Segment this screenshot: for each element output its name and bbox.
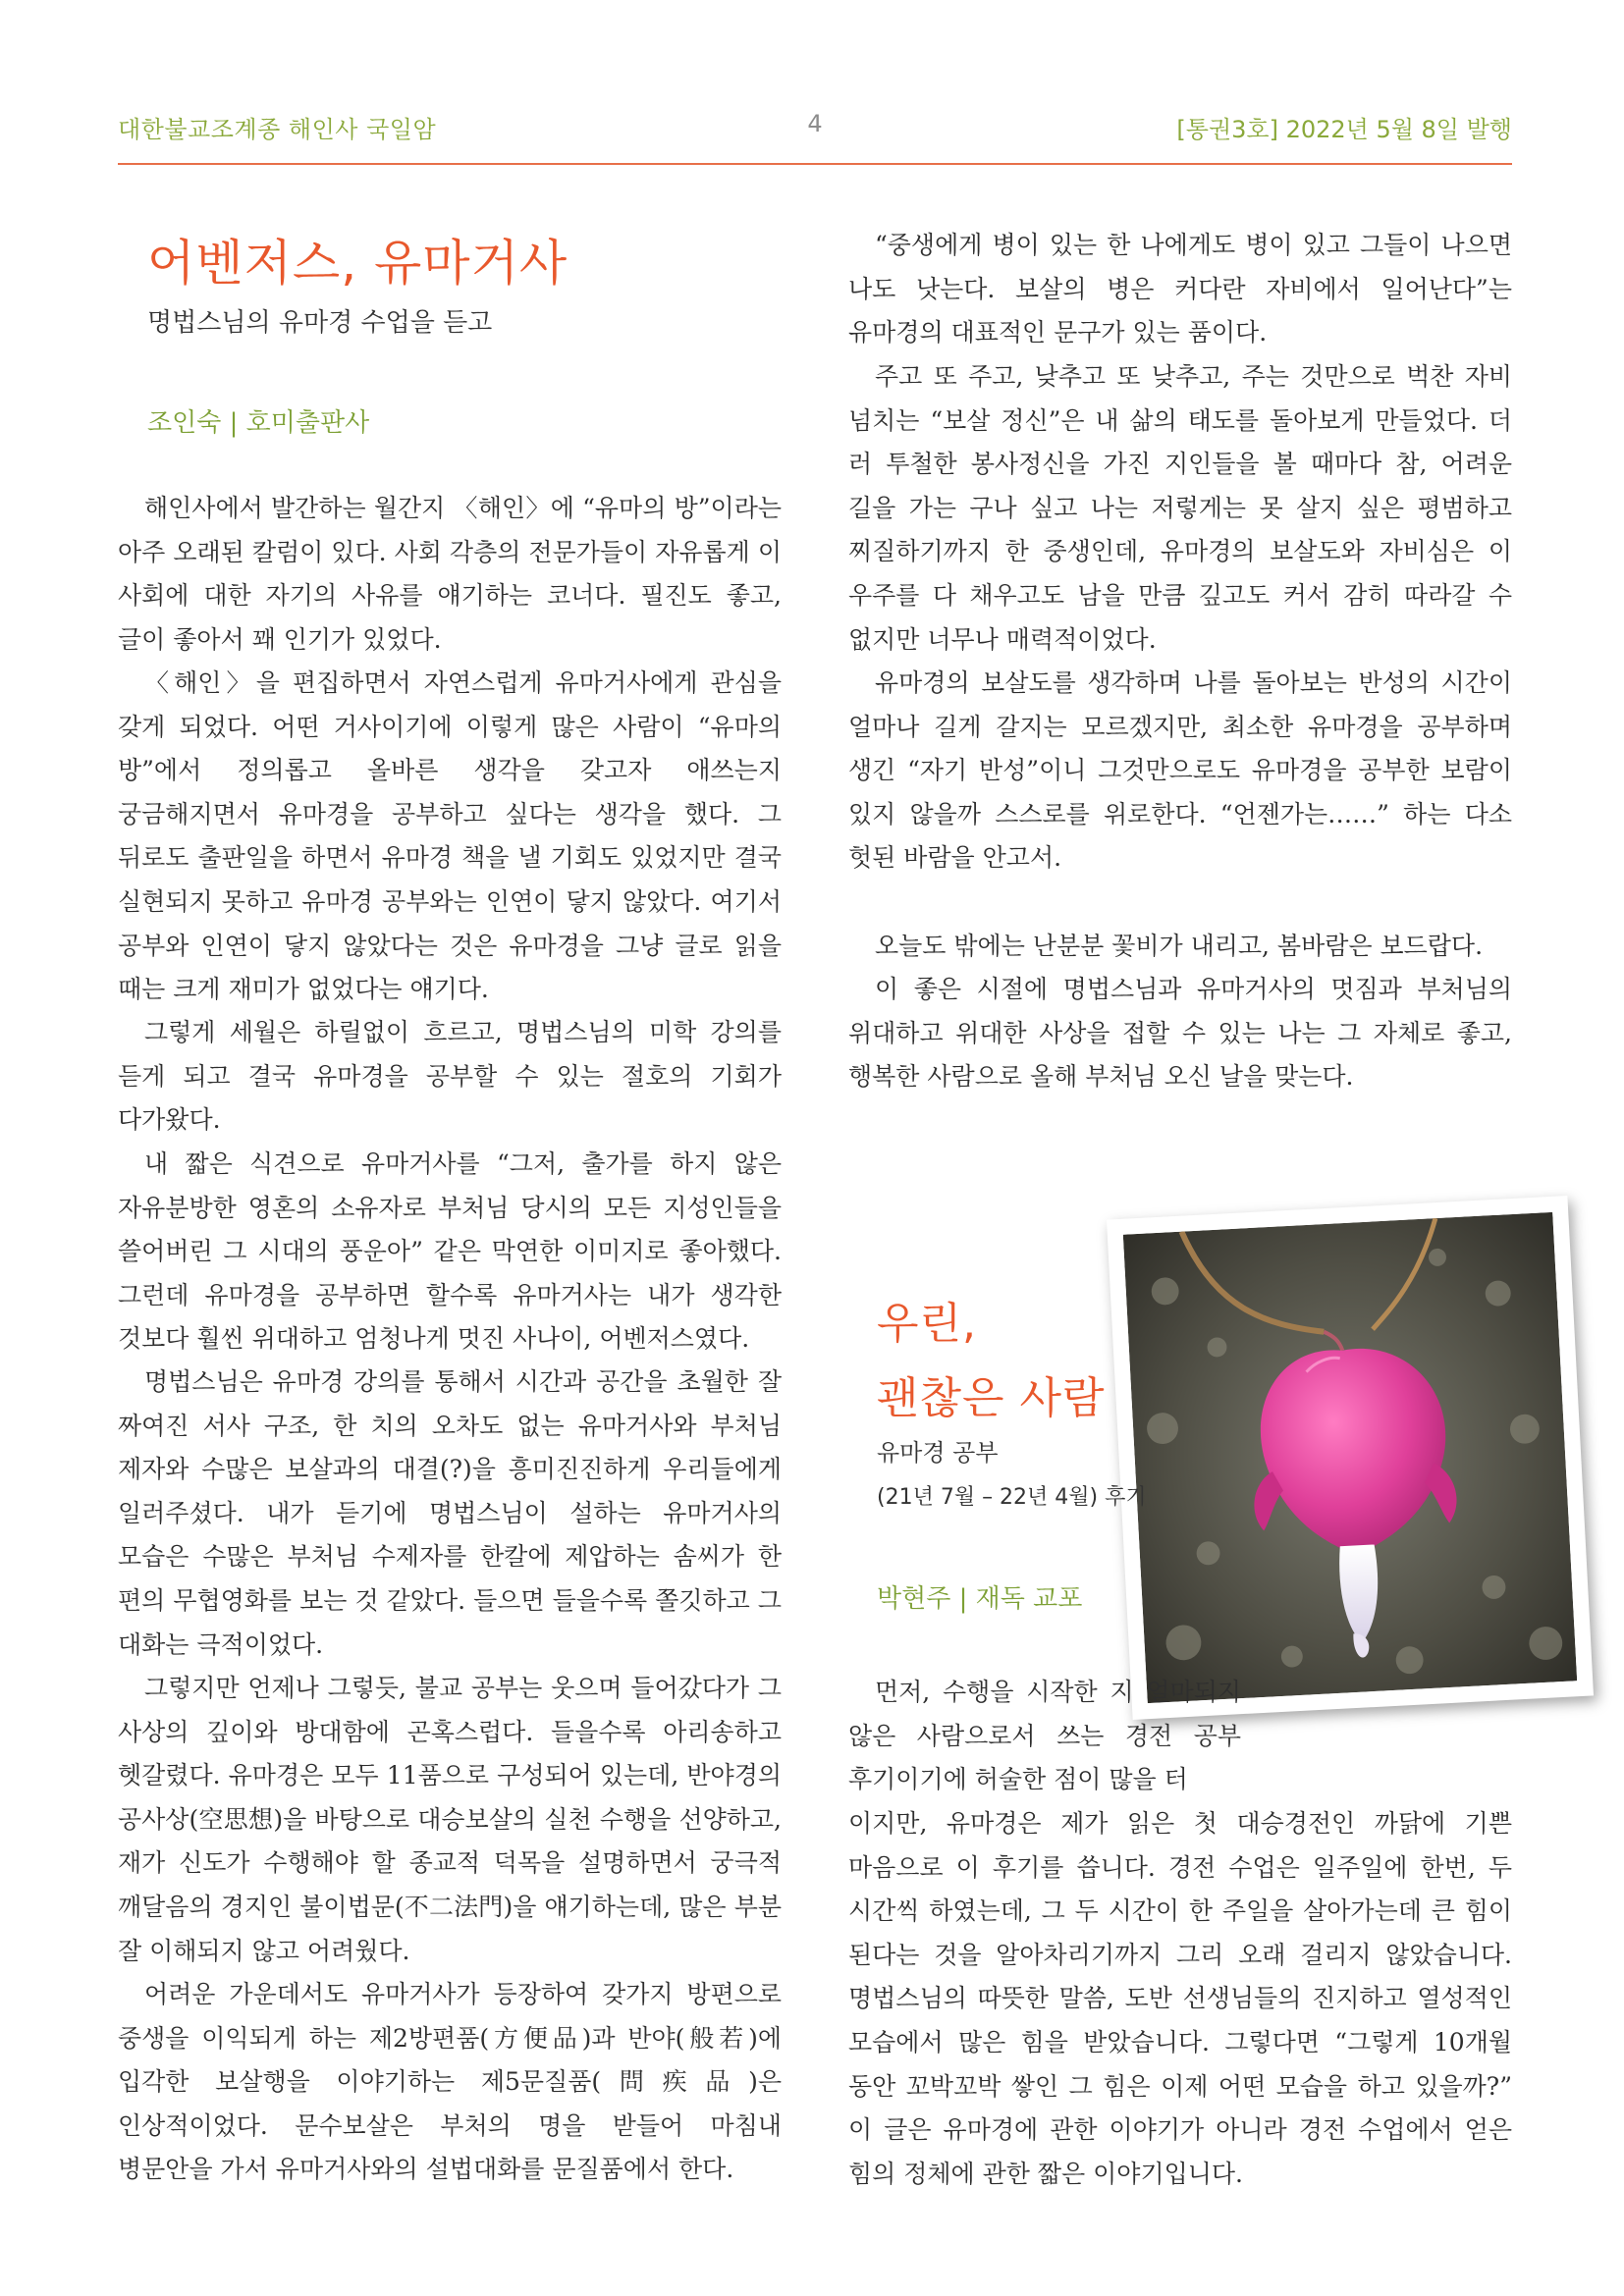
article1-subtitle: 명법스님의 유마경 수업을 듣고 xyxy=(147,308,493,338)
publisher-name: 대한불교조계종 해인사 국일암 xyxy=(118,116,437,143)
article1-title: 어벤저스, 유마거사 xyxy=(147,235,568,292)
article2-subtitle-line2: (21년 7월 – 22년 4월) 후기 xyxy=(877,1485,1147,1510)
article1-paragraph-2: 〈해인〉을 편집하면서 자연스럽게 유마거사에게 관심을 갖게 되었다. 어떤 거사이기에 이렇게 많은 사람이 “유마의 방”에서 정의롭고 올바른 생각을 갖고자 애쓰는지 궁금해지면서 유마경을 공부하고 싶다는 생각을 했다. 그 뒤로도 출판일을 하면서 유마경 책을 낼 기회도 있었지만 결국 실현되지 못하고 유마경 공부와는 인연이 닿지 않았다. 여기서 공부와 인연이 닿지 않았다는 것은 유마경을 그냥 글로 읽을 때는 크게 재미가 없었다는 얘기다. xyxy=(118,668,782,1004)
article2-paragraph-wide: 이지만, 유마경은 제가 읽은 첫 대승경전인 까닭에 기쁜 마음으로 이 후기를 씁니다. 경전 수업은 일주일에 한번, 두 시간씩 하였는데, 그 두 시간이 한 주일을 살아가는데 큰 힘이 된다는 것을 알아차리기까지 그리 오래 걸리지 않았습니다. 명법스님의 따뜻한 말씀, 도반 선생님들의 진지하고 열성적인 모습에서 많은 힘을 받았습니다. 그렇다면 “그렇게 10개월 동안 꼬박꼬박 쌓인 그 힘은 이제 어떤 모습을 하고 있을까?” 이 글은 유마경에 관한 이야기가 아니라 경전 수업에서 얻은 힘의 정체에 관한 짧은 이야기입니다. xyxy=(848,1809,1512,2188)
issue-info: [통권3호] 2022년 5월 8일 발행 xyxy=(1176,116,1512,143)
article1-right-paragraph-2: 주고 또 주고, 낮추고 또 낮추고, 주는 것만으로 벅찬 자비 넘치는 “보살 정신”은 내 삶의 태도를 돌아보게 만들었다. 더 러 투철한 봉사정신을 가진 지인들을 볼 때마다 참, 어려운 길을 가는 구나 싶고 나는 저렇게는 못 살지 싶은 평범하고 찌질하기까지 한 중생인데, 유마경의 보살도와 자비심은 이 우주를 다 채우고도 남을 만큼 깊고도 커서 감히 따라갈 수 없지만 너무나 매력적이었다. xyxy=(848,362,1512,654)
article2-paragraph-narrow: 먼저, 수행을 시작한 지 얼마되지 않은 사람으로서 쓰는 경전 공부 후기이기에 허술한 점이 많을 터 xyxy=(848,1678,1241,1794)
article1-paragraph-7: 어려운 가운데서도 유마거사가 등장하여 갖가지 방편으로 중생을 이익되게 하는 제2방편품(方便品)과 반야(般若)에 입각한 보살행을 이야기하는 제5문질품(問疾品)은 인상적이었다. 문수보살은 부처의 명을 받들어 마침내 병문안을 가서 유마거사와의 설법대화를 문질품에서 한다. xyxy=(118,1980,782,2184)
page-header xyxy=(118,110,1512,149)
article1-author: 조인숙 | 호미출판사 xyxy=(147,408,370,438)
article2-author: 박현주 | 재독 교포 xyxy=(877,1584,1083,1614)
flower-photo xyxy=(1107,1196,1594,1720)
header-divider xyxy=(118,163,1512,165)
article1-paragraph-4: 내 짧은 식견으로 유마거사를 “그저, 출가를 하지 않은 자유분방한 영혼의 소유자로 부처님 당시의 모든 지성인들을 쓸어버린 그 시대의 풍운아” 같은 막연한 이미지로 좋아했다. 그런데 유마경을 공부하면 할수록 유마거사는 내가 생각한 것보다 훨씬 위대하고 엄청나게 멋진 사나이, 어벤저스였다. xyxy=(118,1149,782,1354)
bleeding-heart-flower-photo-icon xyxy=(1123,1212,1577,1703)
article2-subtitle-line1: 유마경 공부 xyxy=(877,1439,999,1467)
article1-right-paragraph-3: 유마경의 보살도를 생각하며 나를 돌아보는 반성의 시간이 얼마나 길게 갈지는 모르겠지만, 최소한 유마경을 공부하며 생긴 “자기 반성”이니 그것만으로도 유마경을 공부한 보람이 있지 않을까 스스로를 위로한다. “언젠가는……” 하는 다소 헛된 바람을 안고서. xyxy=(848,668,1512,873)
article2-title-line1: 우린, xyxy=(877,1299,977,1349)
article1-right-paragraph-1: “중생에게 병이 있는 한 나에게도 병이 있고 그들이 나으면 나도 낫는다. 보살의 병은 커다란 자비에서 일어난다”는 유마경의 대표적인 문구가 있는 품이다. xyxy=(848,231,1512,347)
article2-title-line2: 괜찮은 사람 xyxy=(877,1373,1106,1423)
article1-paragraph-3: 그렇게 세월은 하릴없이 흐르고, 명법스님의 미학 강의를 듣게 되고 결국 유마경을 공부할 수 있는 절호의 기회가 다가왔다. xyxy=(118,1018,782,1135)
article1-paragraph-6: 그렇지만 언제나 그렇듯, 불교 공부는 웃으며 들어갔다가 그 사상의 깊이와 방대함에 곤혹스럽다. 들을수록 아리송하고 헷갈렸다. 유마경은 모두 11품으로 구성되어 있는데, 반야경의 공사상(空思想)을 바탕으로 대승보살의 실천 수행을 선양하고, 재가 신도가 수행해야 할 종교적 덕목을 설명하면서 궁극적 깨달음의 경지인 불이법문(不二法門)을 얘기하는데, 많은 부분 잘 이해되지 않고 어려웠다. xyxy=(118,1674,782,1965)
article1-right-paragraph-4: 오늘도 밖에는 난분분 꽃비가 내리고, 봄바람은 보드랍다. xyxy=(875,932,1484,960)
page-number: 4 xyxy=(807,110,823,137)
article1-paragraph-1: 해인사에서 발간하는 월간지 〈해인〉에 “유마의 방”이라는 아주 오래된 칼럼이 있다. 사회 각층의 전문가들이 자유롭게 이 사회에 대한 자기의 사유를 얘기하는 코너다. 필진도 좋고, 글이 좋아서 꽤 인기가 있었다. xyxy=(118,494,782,654)
article1-right-paragraph-5: 이 좋은 시절에 명법스님과 유마거사의 멋짐과 부처님의 위대하고 위대한 사상을 접할 수 있는 나는 그 자체로 좋고, 행복한 사람으로 올해 부처님 오신 날을 맞는다. xyxy=(848,975,1512,1092)
article1-paragraph-5: 명법스님은 유마경 강의를 통해서 시간과 공간을 초월한 잘 짜여진 서사 구조, 한 치의 오차도 없는 유마거사와 부처님 제자와 수많은 보살과의 대결(?)을 흥미진진하게 우리들에게 일러주셨다. 내가 듣기에 명법스님이 설하는 유마거사의 모습은 수많은 부처님 수제자를 한칼에 제압하는 솜씨가 한 편의 무협영화를 보는 것 같았다. 들으면 들을수록 쫄깃하고 그 대화는 극적이었다. xyxy=(118,1367,782,1659)
